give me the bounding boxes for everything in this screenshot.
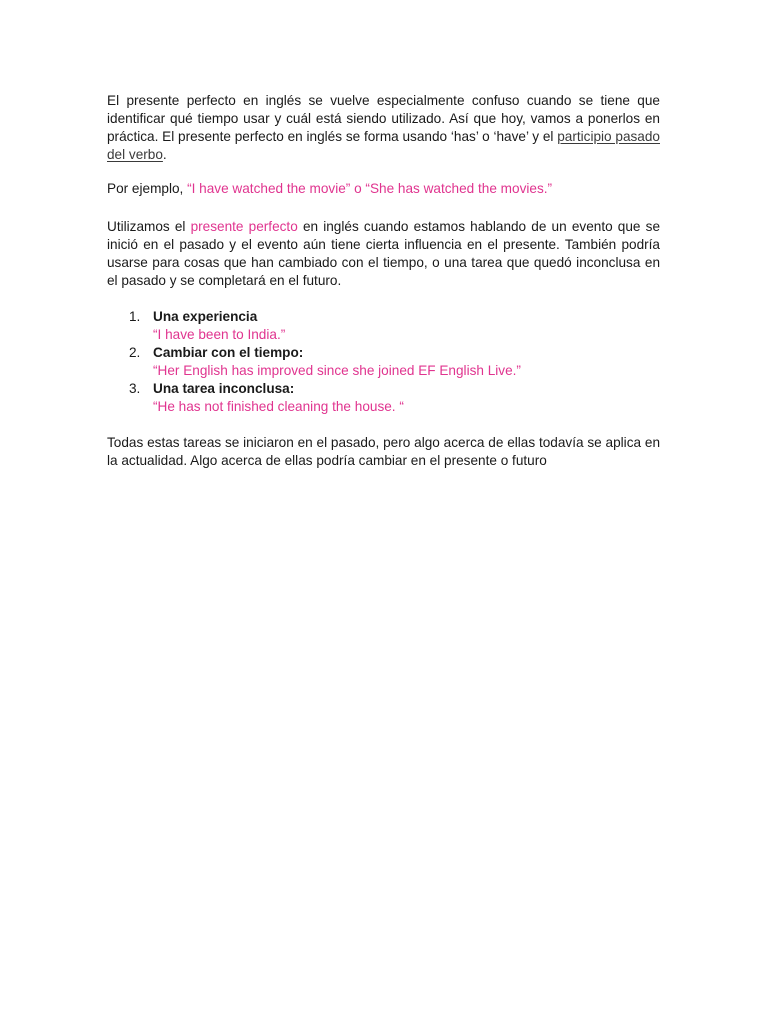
example-lead-text: Por ejemplo, xyxy=(107,181,188,196)
present-perfect-highlight: presente perfecto xyxy=(190,219,298,234)
usage-text-start: Utilizamos el xyxy=(107,219,191,234)
list-item xyxy=(107,308,660,344)
list-item-example: “He has not finished cleaning the house. “ xyxy=(153,399,404,414)
list-item-title: Una experiencia xyxy=(153,309,258,324)
list-item-example: “I have been to India.” xyxy=(153,327,286,342)
list-item-example: “Her English has improved since she joined EF English Live.” xyxy=(153,363,521,378)
document-body xyxy=(107,92,660,470)
example-quote: “I have watched the movie” o “She has watched the movies.” xyxy=(187,181,553,196)
participle-link[interactable]: participio pasado del verbo xyxy=(107,129,660,162)
list-item-title: Cambiar con el tiempo: xyxy=(153,345,304,360)
list-item-number: 3. xyxy=(129,381,141,396)
intro-text: El presente perfecto en inglés se vuelve especialmente confuso cuando se tiene que identificar qué tiempo usar y cuál está siendo utilizado. Así que hoy, vamos a ponerlos en práctica. El presente perfecto en inglés se forma usando ‘has’ o ‘have’ y el xyxy=(107,93,660,144)
intro-paragraph xyxy=(107,92,660,164)
intro-text-end: . xyxy=(162,147,167,162)
list-item-title: Una tarea inconclusa: xyxy=(153,381,295,396)
list-item-number: 2. xyxy=(129,345,141,360)
usage-paragraph xyxy=(107,218,660,290)
usage-text-end: en inglés cuando estamos hablando de un evento que se inició en el pasado y el evento aún tiene cierta influencia en el presente. También podría usarse para cosas que han cambiado con el tiempo, o una tarea que quedó inconclusa en el pasado y se completará en el futuro. xyxy=(107,219,661,288)
closing-paragraph: Todas estas tareas se iniciaron en el pasado, pero algo acerca de ellas todavía se aplica en la actualidad. Algo acerca de ellas podría cambiar en el presente o futuro xyxy=(107,435,660,468)
list-item xyxy=(107,344,660,380)
usage-list xyxy=(107,308,660,416)
list-item-number: 1. xyxy=(129,309,141,324)
example-paragraph xyxy=(107,180,660,198)
list-item xyxy=(107,380,660,416)
